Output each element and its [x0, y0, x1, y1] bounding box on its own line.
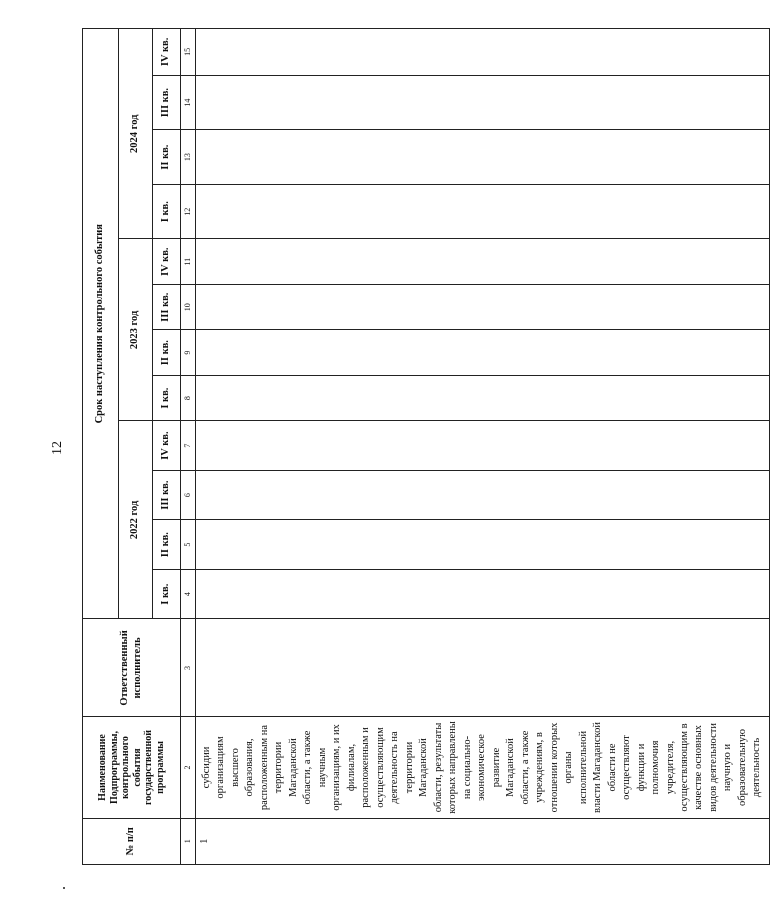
header-period: Срок наступления контрольного события	[83, 29, 119, 619]
header-quarter: II кв.	[153, 130, 181, 185]
column-number: 14	[181, 75, 196, 130]
row-name	[196, 717, 770, 818]
column-number: 1	[181, 818, 196, 864]
header-quarter: I кв.	[153, 569, 181, 619]
table-cell	[196, 330, 770, 375]
header-num: № п/п	[83, 818, 181, 864]
header-year-2023: 2023 год	[119, 239, 153, 421]
table-cell	[196, 130, 770, 185]
scan-speck	[63, 887, 65, 889]
row-num	[196, 818, 770, 864]
header-quarter: III кв.	[153, 284, 181, 329]
header-quarter: II кв.	[153, 520, 181, 570]
column-number: 8	[181, 375, 196, 420]
header-quarter: IV кв.	[153, 239, 181, 284]
column-number: 3	[181, 619, 196, 717]
column-number: 10	[181, 284, 196, 329]
control-events-table	[82, 28, 770, 865]
header-quarter: II кв.	[153, 330, 181, 375]
table-cell	[196, 29, 770, 76]
row-executor	[196, 619, 770, 717]
header-quarter: I кв.	[153, 375, 181, 420]
page-number: 12	[50, 441, 65, 455]
column-number: 4	[181, 569, 196, 619]
header-quarter: III кв.	[153, 75, 181, 130]
column-number: 12	[181, 184, 196, 239]
header-year-2024: 2024 год	[119, 29, 153, 239]
table-cell	[196, 375, 770, 420]
table-row	[196, 29, 770, 865]
header-quarter: III кв.	[153, 470, 181, 520]
table-cell	[196, 470, 770, 520]
column-number: 5	[181, 520, 196, 570]
header-quarter: IV кв.	[153, 421, 181, 471]
table-cell	[196, 184, 770, 239]
header-quarter: IV кв.	[153, 29, 181, 76]
row-name-text: субсидии организациям высшего образования, расположенным на территории Магаданской области, а также научным организациям, и их филиалам, расположенным и осуществляющим деятельность на территории Магаданской области, результаты которых направлены на социально-экономическое развитие Магаданской области, а также учреждениям, в отношении которых органы исполнительной власти Магаданской области не осуществляют функции и полномочия учредителя, осуществляющим в качестве основных видов деятельности научную и образовательную деятельность	[201, 721, 763, 814]
table-cell	[196, 421, 770, 471]
column-number: 11	[181, 239, 196, 284]
header-quarter: I кв.	[153, 184, 181, 239]
column-number: 7	[181, 421, 196, 471]
table-cell	[196, 284, 770, 329]
column-number: 6	[181, 470, 196, 520]
table-cell	[196, 239, 770, 284]
column-number: 13	[181, 130, 196, 185]
header-executor: Ответственный исполнитель	[83, 619, 181, 717]
column-number: 9	[181, 330, 196, 375]
table-cell	[196, 75, 770, 130]
column-number: 15	[181, 29, 196, 76]
table-cell	[196, 569, 770, 619]
header-year-2022: 2022 год	[119, 421, 153, 619]
table-cell	[196, 520, 770, 570]
column-number: 2	[181, 717, 196, 818]
row-num-text: 1	[199, 838, 210, 844]
rotated-table-container	[82, 28, 763, 865]
header-name: Наименование Подпрограммы, контрольного события государственной программы	[83, 717, 181, 818]
